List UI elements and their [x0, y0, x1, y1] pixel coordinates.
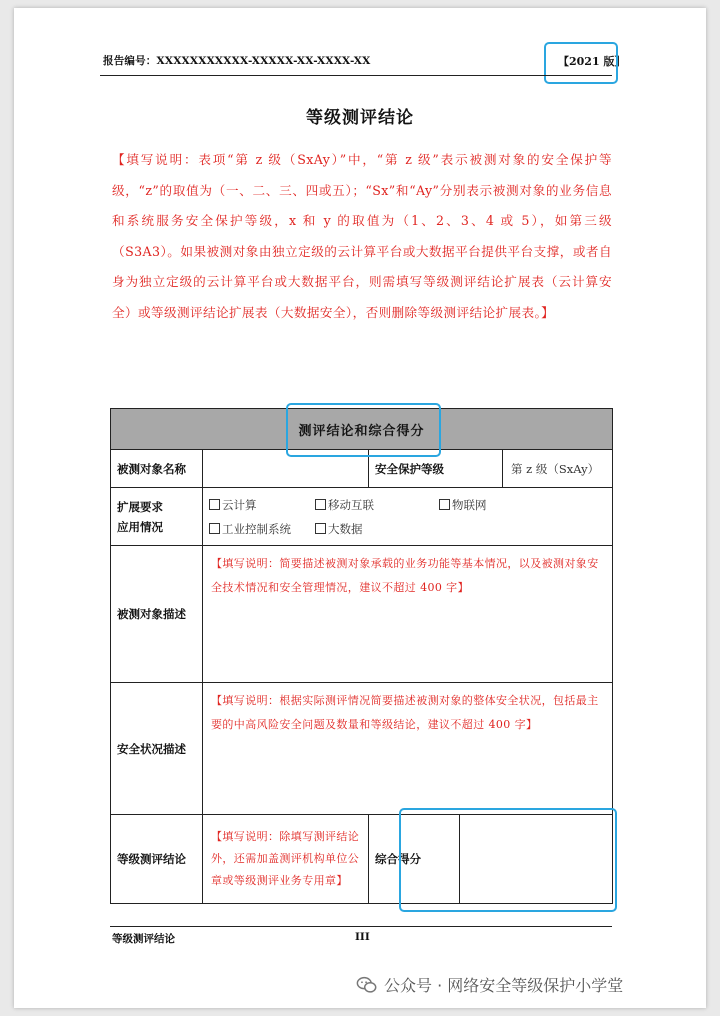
option-iot[interactable]: 物联网 [439, 497, 559, 513]
option-ics[interactable]: 工业控制系统 [209, 521, 315, 537]
target-desc-note: 【填写说明：简要描述被测对象承载的业务功能等基本情况，以及被测对象安全技术情况和安全管理情况，建议不超过 400 字】 [211, 557, 599, 594]
footer-divider [110, 926, 612, 927]
security-desc-note: 【填写说明：根据实际测评情况简要描述被测对象的整体安全状况，包括最主要的中高风险安全问题及数量和等级结论，建议不超过 400 字】 [211, 694, 599, 731]
fill-instruction-note: 【填写说明：表项“第 z 级（SxAy）”中，“第 z 级”表示被测对象的安全保护等级，“z”的取值为（一、二、三、四或五）；“Sx”和“Ay”分别表示被测对象的业务信息和系统服务安全保护等级，x 和 y 的取值为（1、2、3、4 或 5），如第三级（S3A3）。如果被测对象由独立定级的云计算平台或大数据平台提供平台支撑，或者自身为独立定级的云计算平台或大数据平台，则需填写等级测评结论扩展表（云计算安全）或等级测评结论扩展表（大数据安全），否则删除等级测评结论扩展表。】 [112, 152, 612, 320]
conclusion-note: 【填写说明：除填写测评结论外，还需加盖测评机构单位公章或等级测评业务专用章】 [211, 830, 360, 887]
checkbox-icon[interactable] [209, 523, 220, 534]
table-header-highlight [286, 403, 441, 457]
score-highlight [399, 808, 617, 912]
edition-label: 【2021 版】 [558, 55, 626, 68]
target-desc-cell[interactable] [203, 546, 613, 683]
header-divider [100, 75, 612, 76]
option-cloud[interactable]: 云计算 [209, 497, 315, 513]
checkbox-icon[interactable] [315, 523, 326, 534]
wechat-icon [356, 974, 378, 996]
table-header: 测评结论和综合得分 [111, 409, 613, 450]
protection-level-value[interactable]: 第 z 级（SxAy） [503, 450, 613, 488]
protection-level-label: 安全保护等级 [369, 450, 503, 488]
report-number: 报告编号：XXXXXXXXXXX-XXXXX-XX-XXXX-XX [103, 55, 371, 67]
target-name-label: 被测对象名称 [111, 450, 203, 488]
target-desc-label: 被测对象描述 [111, 546, 203, 683]
option-bigdata[interactable]: 大数据 [315, 521, 439, 537]
security-desc-label: 安全状况描述 [111, 683, 203, 815]
option-mobile[interactable]: 移动互联 [315, 497, 439, 513]
footer-page-number: III [355, 931, 370, 943]
conclusion-cell[interactable] [203, 815, 369, 904]
page-title: 等级测评结论 [306, 108, 414, 128]
footer-section: 等级测评结论 [112, 933, 175, 945]
checkbox-icon[interactable] [209, 499, 220, 510]
security-desc-cell[interactable] [203, 683, 613, 815]
conclusion-label: 等级测评结论 [111, 815, 203, 904]
checkbox-icon[interactable] [439, 499, 450, 510]
extension-label: 扩展要求应用情况 [111, 488, 203, 546]
watermark [356, 973, 623, 996]
extension-options [203, 488, 613, 546]
edition-highlight [544, 42, 618, 84]
checkbox-icon[interactable] [315, 499, 326, 510]
score-label: 综合得分 [369, 815, 460, 904]
watermark-text: 公众号 · 网络安全等级保护小学堂 [384, 976, 624, 995]
